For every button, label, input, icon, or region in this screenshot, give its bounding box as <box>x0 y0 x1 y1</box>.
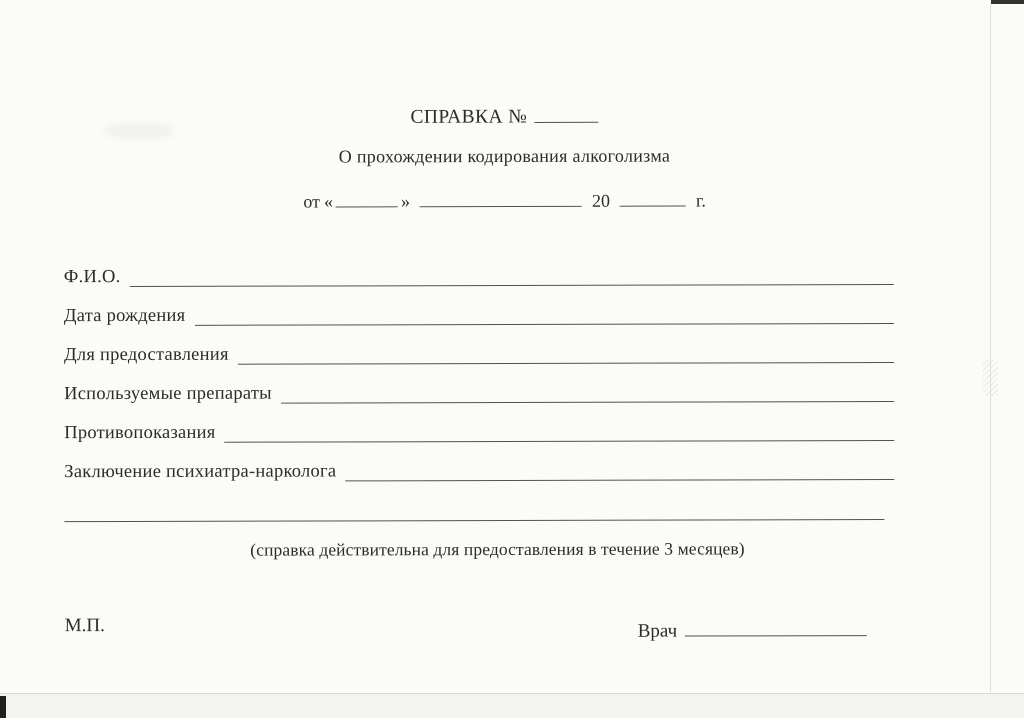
scanner-bed-strip <box>0 694 1024 718</box>
date-year-blank <box>620 189 686 207</box>
narcologist-conclusion-label: Заключение психиатра-нарколога <box>64 461 337 483</box>
conclusion-continuation-line <box>64 519 884 522</box>
doctor-signature-row <box>638 617 867 643</box>
field-row-issued-for <box>64 324 894 365</box>
certificate-date-row <box>0 188 1010 214</box>
date-close-quote: » <box>400 191 411 212</box>
field-row-narcologist-conclusion <box>64 441 894 482</box>
fio-label: Ф.И.О. <box>63 267 121 288</box>
doctor-label: Врач <box>637 620 678 642</box>
medications-used-label: Используемые препараты <box>64 383 272 405</box>
certificate-number-blank <box>534 103 598 123</box>
date-month-blank <box>420 189 582 208</box>
validity-note: (справка действительна для предоставления в течение 3 месяцев) <box>250 538 745 560</box>
date-from-prefix: от <box>303 191 321 212</box>
date-open-quote: « <box>323 191 334 212</box>
certificate-title-text: СПРАВКА № <box>410 106 528 128</box>
date-century-text: 20 <box>591 190 611 211</box>
field-row-fio <box>64 246 894 287</box>
certificate-title-row <box>0 102 1009 130</box>
narcologist-conclusion-field-line <box>345 479 894 481</box>
field-row-contraindications <box>64 402 894 443</box>
certificate-subtitle: О прохождении кодирования алкоголизма <box>338 145 671 167</box>
issued-for-label: Для предоставления <box>63 344 229 366</box>
scan-dark-edge-top-right <box>991 0 1024 4</box>
paper-bottom-edge <box>0 693 1024 694</box>
stamp-place-label: М.П. <box>64 615 105 637</box>
scan-dark-mark-bottom-left <box>0 696 6 718</box>
contraindications-label: Противопоказания <box>64 422 216 444</box>
field-row-medications-used <box>64 363 894 404</box>
doctor-signature-blank <box>685 617 867 637</box>
birth-date-label: Дата рождения <box>63 305 186 327</box>
form-fields <box>64 246 895 482</box>
date-day-blank <box>336 189 398 207</box>
field-row-birth-date <box>64 285 894 326</box>
date-year-suffix: г. <box>695 190 706 211</box>
paper-right-edge <box>990 3 991 692</box>
